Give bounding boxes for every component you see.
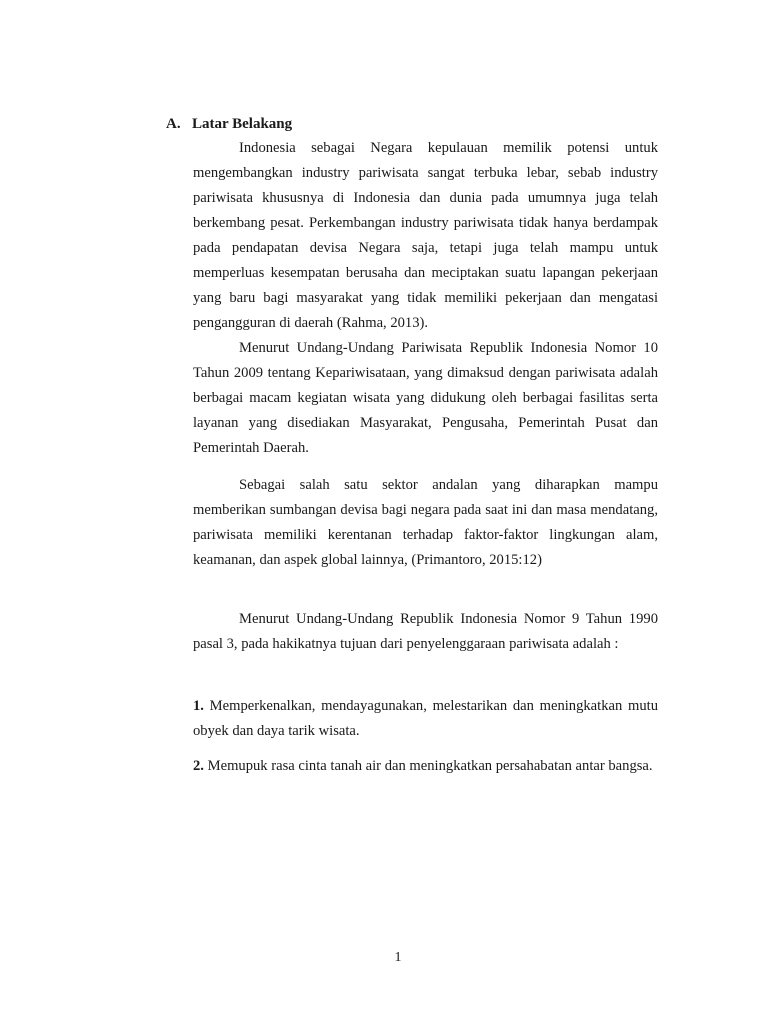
section-letter: A. [166, 116, 181, 132]
list-item-text: Memperkenalkan, mendayagunakan, melestarikan dan meningkatkan mutu obyek dan daya tarik wisata. [193, 698, 658, 739]
paragraph-3: Sebagai salah satu sektor andalan yang diharapkan mampu memberikan sumbangan devisa bagi negara pada saat ini dan masa mendatang, pariwisata memiliki kerentanan terhadap faktor-faktor lingkungan alam, keamanan, dan aspek global lainnya, (Primantoro, 2015:12) [193, 477, 658, 568]
paragraph-1: Indonesia sebagai Negara kepulauan memilik potensi untuk mengembangkan industry pariwisata sangat terbuka lebar, sebab industry pariwisata khususnya di Indonesia dan dunia pada umumnya juga telah berkembang pesat. Perkembangan industry pariwisata tidak hanya berdampak pada pendapatan devisa Negara saja, tetapi juga telah mampu untuk memperluas kesempatan berusaha dan meciptakan suatu lapangan pekerjaan yang baru bagi masyarakat yang tidak memiliki pekerjaan dan mengatasi pengangguran di daerah (Rahma, 2013). [193, 140, 658, 331]
section-title: Latar Belakang [192, 116, 293, 132]
list-item-number: 1. [193, 698, 204, 714]
paragraph-4: Menurut Undang-Undang Republik Indonesia Nomor 9 Tahun 1990 pasal 3, pada hakikatnya tujuan dari penyelenggaraan pariwisata adalah : [193, 611, 658, 652]
list-item-1 [193, 694, 658, 744]
list-item-2 [193, 754, 658, 779]
list-item-number: 2. [193, 758, 204, 774]
section-heading [166, 114, 292, 134]
paragraph-2: Menurut Undang-Undang Pariwisata Republik Indonesia Nomor 10 Tahun 2009 tentang Kepariwisataan, yang dimaksud dengan pariwisata adalah berbagai macam kegiatan wisata yang didukung oleh berbagai fasilitas serta layanan yang disediakan Masyarakat, Pengusaha, Pemerintah Pusat dan Pemerintah Daerah. [193, 340, 658, 456]
page-number: 1 [394, 950, 402, 965]
list-item-text: Memupuk rasa cinta tanah air dan meningkatkan persahabatan antar bangsa. [207, 758, 653, 774]
